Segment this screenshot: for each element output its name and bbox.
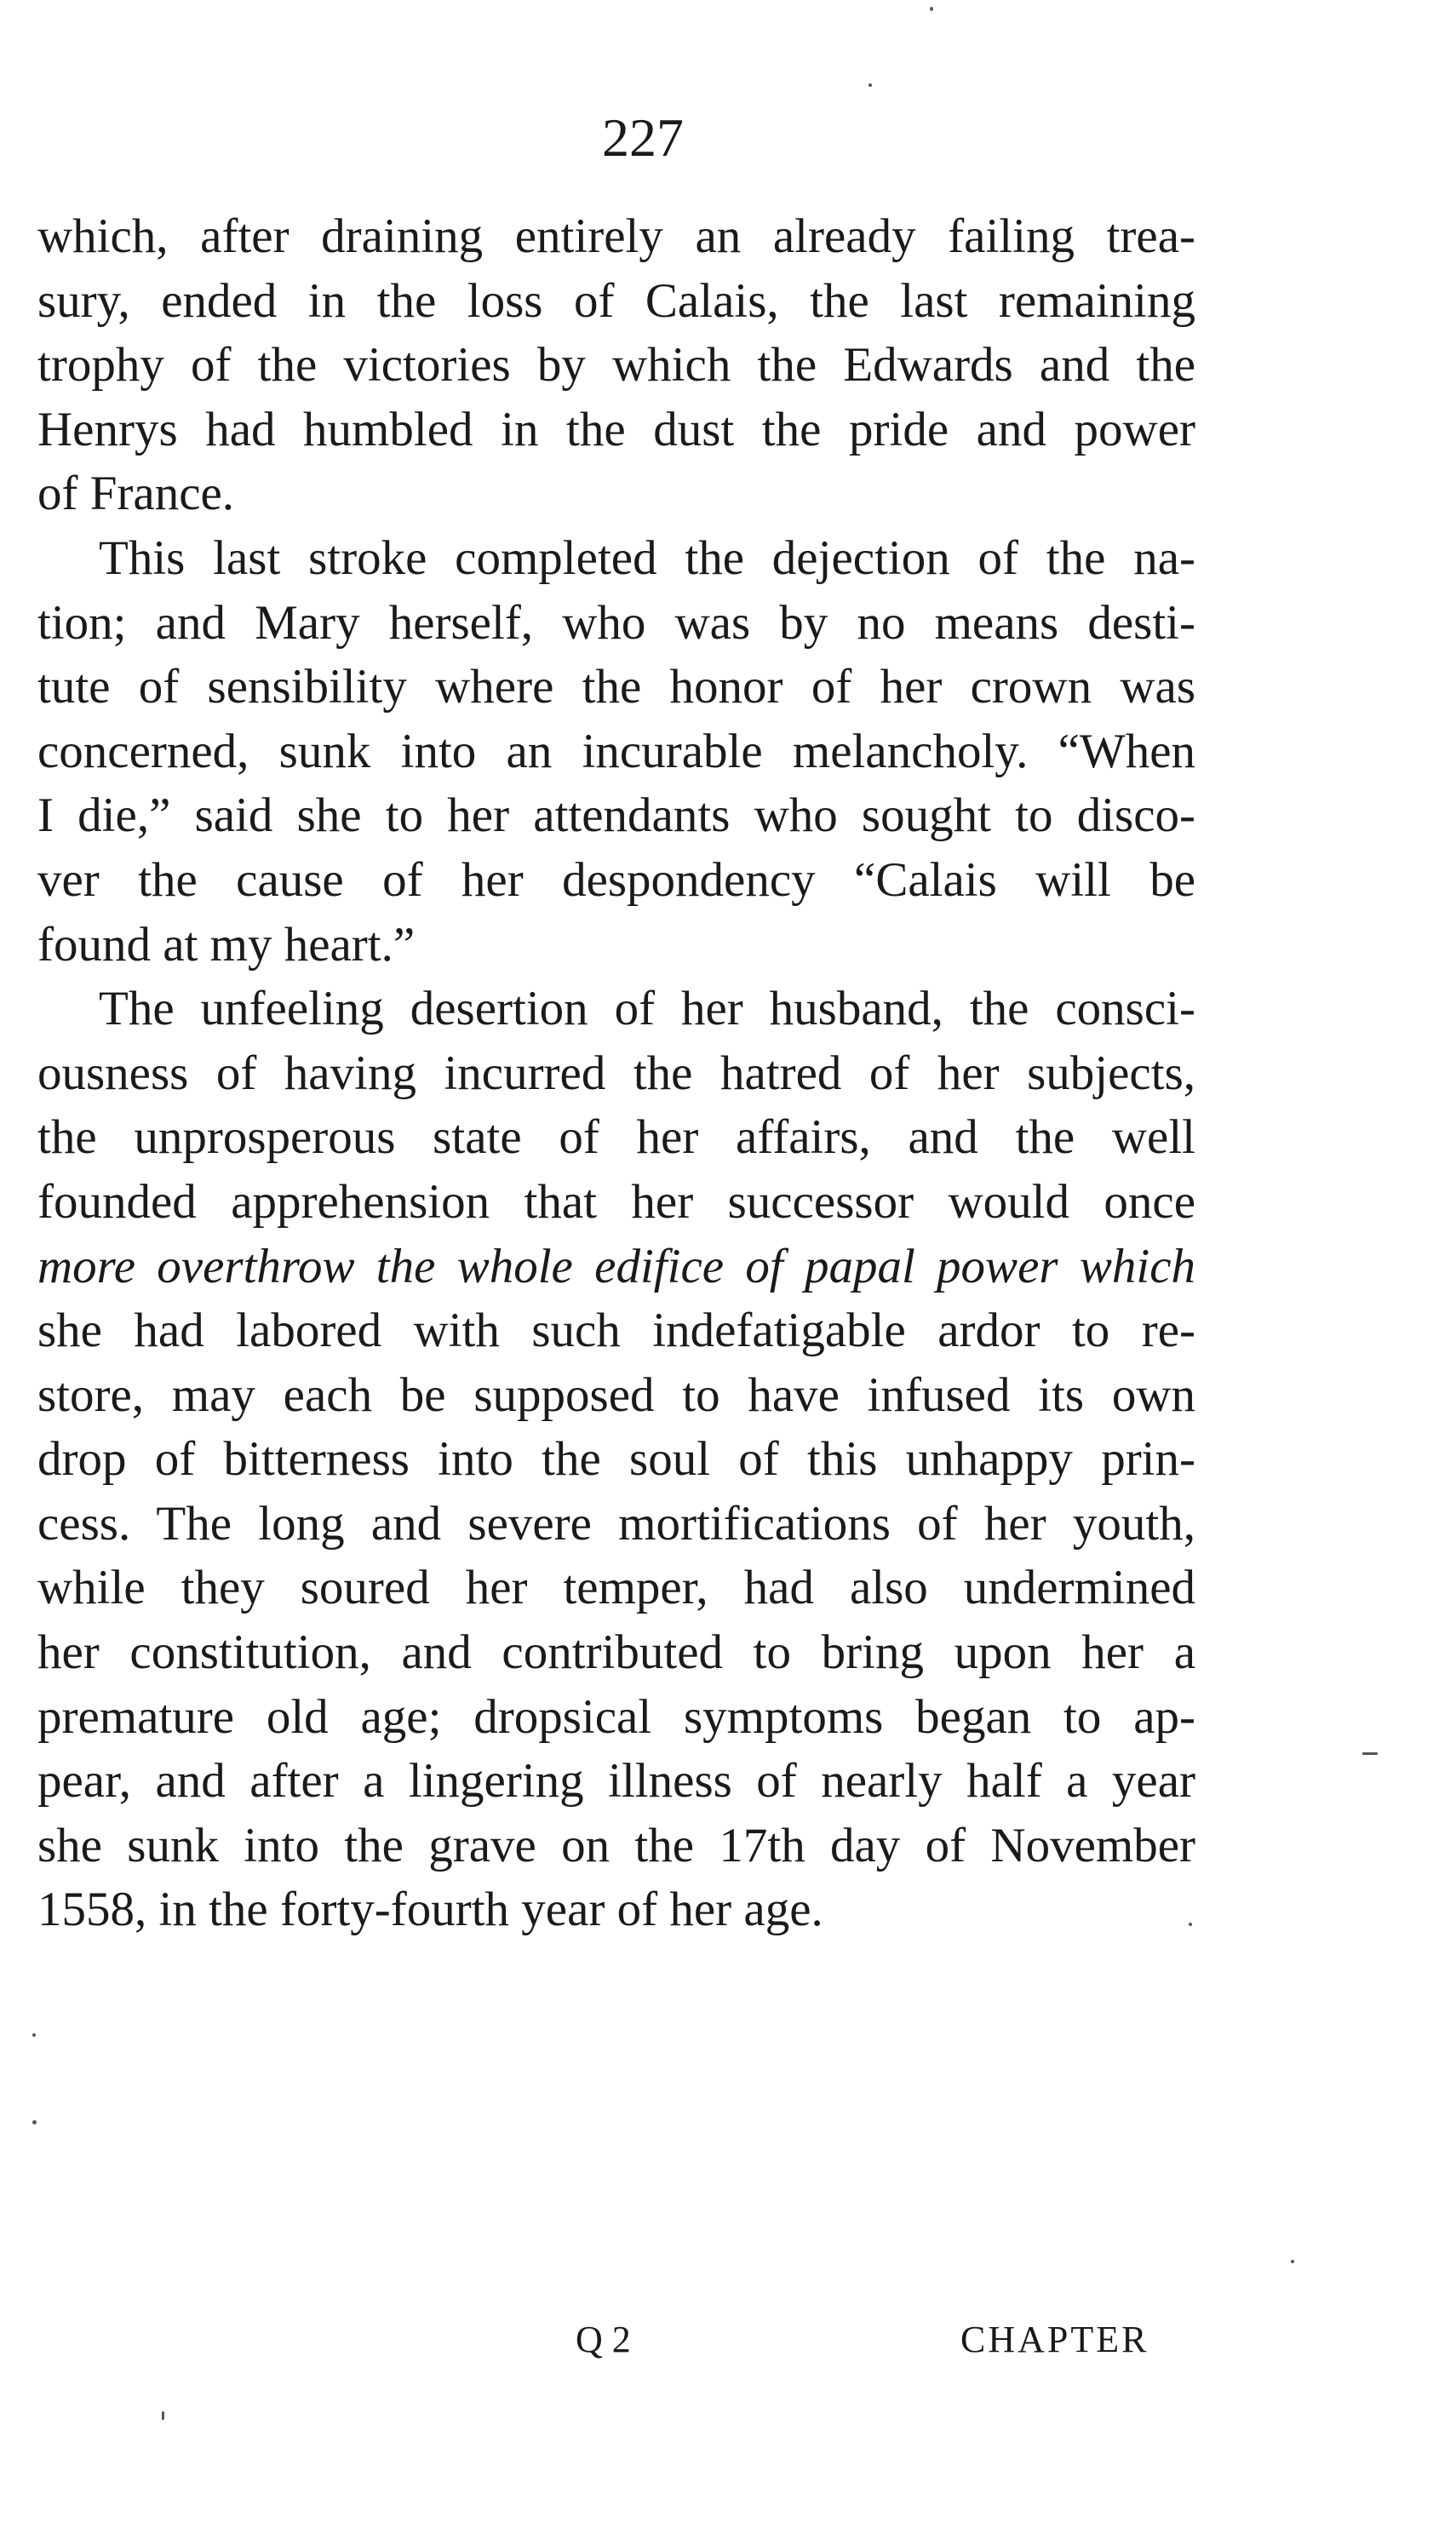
paragraph-start-line: The unfeeling desertion of her husband, the consci- [99,982,1195,1036]
text-line: drop of bitterness into the soul of this unhappy prin- [37,1432,1195,1487]
scan-speck [162,2411,164,2420]
text-line: which, after draining entirely an already failing trea- [37,209,1195,263]
paragraph-start-line: This last stroke completed the dejection of the na- [99,530,1195,585]
text-line: her constitution, and contributed to bring upon her a [37,1625,1195,1680]
scan-speck [868,83,872,87]
scan-speck [930,7,933,11]
text-line: tion; and Mary herself, who was by no means desti- [37,595,1195,650]
text-line: founded apprehension that her successor would once [37,1174,1195,1229]
scan-speck [32,2033,36,2037]
text-line: more overthrow the whole edifice of papal power which [37,1239,1195,1293]
catchword: CHAPTER [960,2319,1149,2360]
text-line: the unprosperous state of her affairs, and the well [37,1110,1195,1165]
text-line: she sunk into the grave on the 17th day of November [37,1818,1195,1872]
scan-speck [32,2120,37,2124]
text-line: Henrys had humbled in the dust the pride and power [37,402,1195,456]
text-line: ousness of having incurred the hatred of her subjects, [37,1046,1195,1100]
text-line: while they soured her temper, had also undermined [37,1561,1195,1615]
text-line: I die,” said she to her attendants who sought to disco- [37,788,1195,843]
text-line: ver the cause of her despondency “Calais will be [37,852,1195,907]
text-line: found at my heart.” [37,917,416,972]
page-number: 227 [602,107,684,168]
scan-speck [1291,2260,1294,2263]
text-line: premature old age; dropsical symptoms began to ap- [37,1689,1195,1744]
body-text [37,204,1195,1942]
scan-speck [1189,1923,1192,1926]
text-line: concerned, sunk into an incurable melancholy. “When [37,724,1195,778]
text-line: 1558, in the forty-fourth year of her age. [37,1883,823,1937]
text-line: cess. The long and severe mortifications of her youth, [37,1496,1195,1551]
text-line: of France. [37,467,235,521]
text-line: pear, and after a lingering illness of nearly half a year [37,1754,1195,1809]
signature-mark: Q 2 [576,2319,631,2360]
text-line: trophy of the victories by which the Edwards and the [37,338,1195,393]
text-line: she had labored with such indefatigable ardor to re- [37,1304,1195,1358]
scan-speck [1362,1752,1378,1755]
text-line: sury, ended in the loss of Calais, the last remaining [37,273,1195,328]
text-line: tute of sensibility where the honor of her crown was [37,660,1195,714]
text-line: store, may each be supposed to have infused its own [37,1367,1195,1422]
